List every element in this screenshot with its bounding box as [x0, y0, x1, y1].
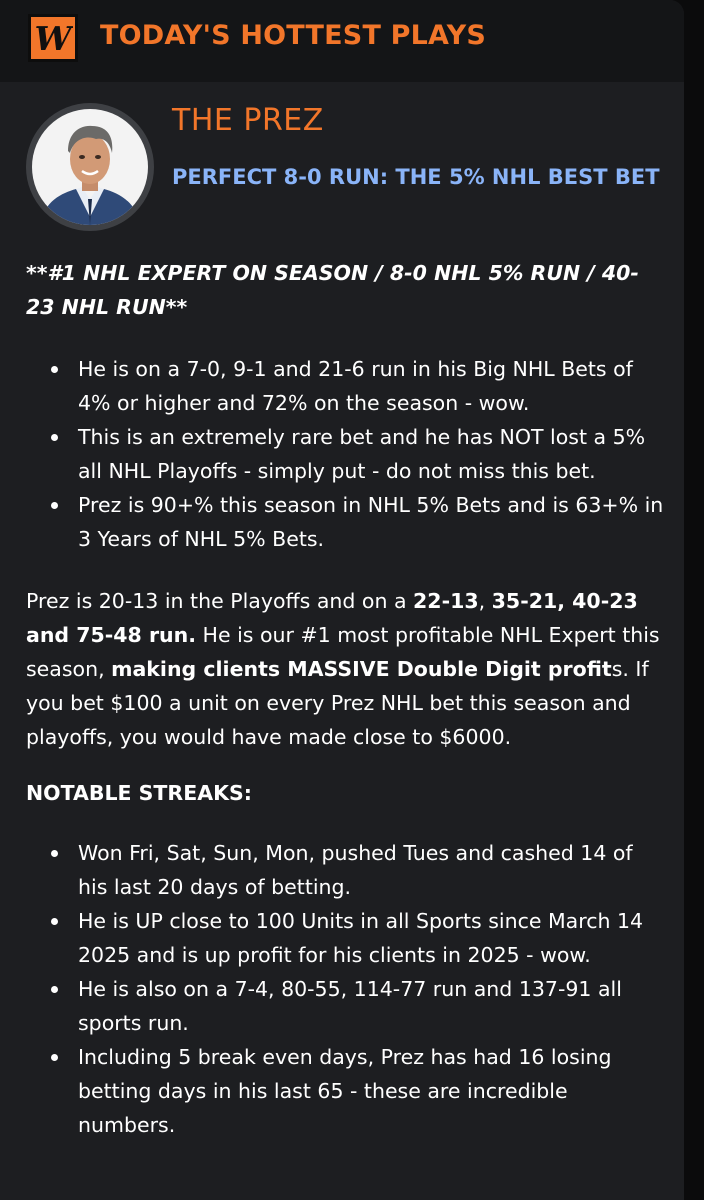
streaks-list: [26, 836, 666, 1142]
list-item: He is on a 7-0, 9-1 and 21-6 run in his Big NHL Bets of 4% or higher and 72% on the season - wow.: [78, 352, 666, 420]
list-item: He is also on a 7-4, 80-55, 114-77 run and 137-91 all sports run.: [78, 972, 666, 1040]
para-bold: 22-13: [413, 589, 479, 613]
para-text: ,: [478, 589, 492, 613]
play-tagline[interactable]: PERFECT 8-0 RUN: THE 5% NHL BEST BET: [172, 165, 660, 189]
list-item: This is an extremely rare bet and he has NOT lost a 5% all NHL Playoffs - simply put - do not miss this bet.: [78, 420, 666, 488]
para-text: Prez is 20-13 in the Playoffs and on a: [26, 589, 414, 613]
card-header: [0, 0, 684, 82]
brand-logo[interactable]: [28, 14, 78, 62]
stats-list: [26, 352, 666, 556]
expert-photo-icon: [32, 109, 148, 225]
expert-name[interactable]: THE PREZ: [172, 103, 324, 138]
w-logo-icon: [33, 19, 73, 57]
list-item: Including 5 break even days, Prez has had 16 losing betting days in his last 65 - these are incredible numbers.: [78, 1040, 666, 1142]
list-item: He is UP close to 100 Units in all Sports since March 14 2025 and is up profit for his clients in 2025 - wow.: [78, 904, 666, 972]
svg-text:W: W: [34, 19, 72, 57]
para-bold: making clients MASSIVE Double Digit profit: [111, 657, 612, 681]
header-title: TODAY'S HOTTEST PLAYS: [100, 20, 486, 51]
play-description: [26, 256, 666, 1142]
list-item: Prez is 90+% this season in NHL 5% Bets and is 63+% in 3 Years of NHL 5% Bets.: [78, 488, 666, 556]
para-bold: 35-21, 40-23 and 75-48 run.: [26, 589, 638, 647]
para-text: He is our #1 most profitable NHL Expert this season,: [26, 623, 660, 681]
list-item: Won Fri, Sat, Sun, Mon, pushed Tues and cashed 14 of his last 20 days of betting.: [78, 836, 666, 904]
para-text: s. If you bet $100 a unit on every Prez NHL bet this season and playoffs, you would have made close to $6000.: [26, 657, 649, 749]
expert-avatar[interactable]: [26, 103, 154, 231]
summary-paragraph: [26, 584, 666, 754]
headline: **#1 NHL EXPERT ON SEASON / 8-0 NHL 5% RUN / 40-23 NHL RUN**: [26, 261, 639, 319]
streaks-heading: NOTABLE STREAKS:: [26, 781, 252, 805]
